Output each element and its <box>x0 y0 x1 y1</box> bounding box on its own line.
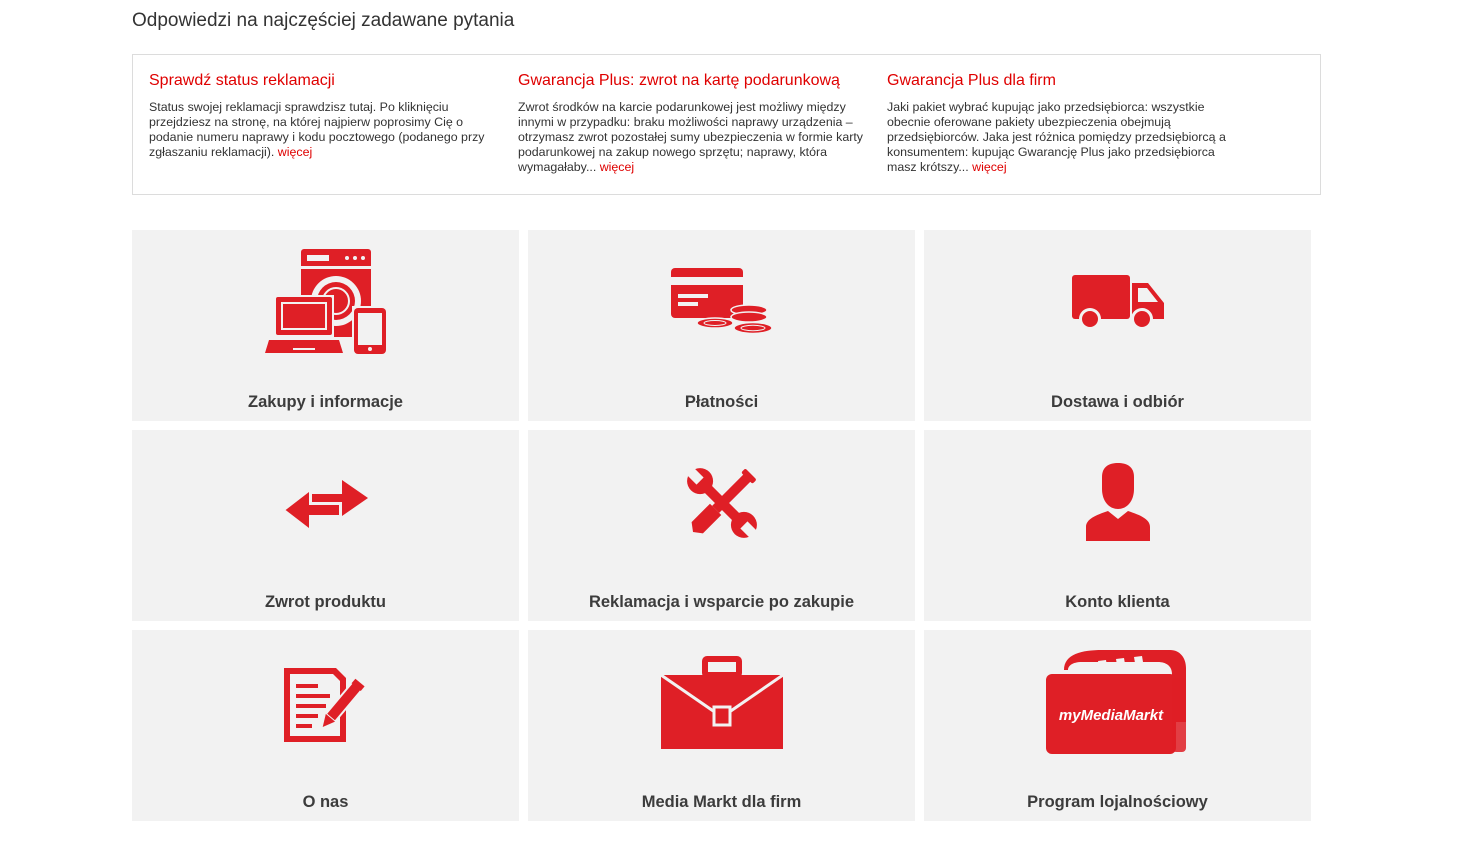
tile-label: Reklamacja i wsparcie po zakupie <box>588 593 855 611</box>
tile-label: Dostawa i odbiór <box>1051 393 1184 411</box>
user-icon <box>1082 463 1154 543</box>
faq-more-link-complaint-status[interactable]: więcej <box>277 145 313 159</box>
faq-more-link-business-warranty[interactable]: więcej <box>972 160 1007 174</box>
tile-complaints-support[interactable] <box>528 430 915 621</box>
tile-label: O nas <box>302 793 349 811</box>
briefcase-icon <box>659 655 785 751</box>
faq-title-complaint-status[interactable]: Sprawdź status reklamacji <box>149 72 335 89</box>
tile-label: Płatności <box>684 393 759 411</box>
tile-about-us[interactable] <box>132 630 519 821</box>
document-pencil-icon <box>280 662 372 744</box>
faq-more-link-gift-card-refund[interactable]: więcej <box>599 160 635 174</box>
faq-text-gift-card-refund: Zwrot środków na karcie podarunkowej jest możliwy między innymi w przypadku: braku możliwości naprawy urządzenia – otrzymasz zwrot pozostałej sumy ubezpieczenia w formie karty podarunkowej na zakup nowego sprzętu; naprawy, która wymagałaby... więcej <box>518 100 863 174</box>
faq-box <box>132 54 1321 195</box>
appliances-icon <box>263 249 389 357</box>
loyalty-card-icon <box>1042 648 1194 758</box>
tile-purchases-info[interactable] <box>132 230 519 421</box>
faq-item-complaint-status <box>149 72 494 160</box>
tile-label: Media Markt dla firm <box>641 793 802 811</box>
tools-icon <box>679 460 765 546</box>
page-title: Odpowiedzi na najczęściej zadawane pytania <box>132 10 515 31</box>
tile-loyalty-program[interactable] <box>924 630 1311 821</box>
tile-label: Zakupy i informacje <box>248 393 403 411</box>
tile-label: Program lojalnościowy <box>1027 793 1208 811</box>
delivery-truck-icon <box>1070 273 1166 333</box>
tile-label: Zwrot produktu <box>265 593 386 611</box>
tile-payments[interactable] <box>528 230 915 421</box>
exchange-arrows-icon <box>282 468 370 538</box>
loyalty-card-brand-text: myMediaMarkt <box>1058 706 1163 724</box>
faq-item-gift-card-refund <box>518 72 863 175</box>
tile-business[interactable] <box>528 630 915 821</box>
tile-product-return[interactable] <box>132 430 519 621</box>
faq-text-complaint-status: Status swojej reklamacji sprawdzisz tutaj. Po kliknięciu przejdziesz na stronę, na której najpierw poprosimy Cię o podanie numeru naprawy i kodu pocztowego (podanego przy zgłaszaniu reklamacji). więcej <box>149 100 485 159</box>
payment-card-icon <box>667 268 777 338</box>
tile-delivery[interactable] <box>924 230 1311 421</box>
tile-label: Konto klienta <box>1065 593 1170 611</box>
faq-title-business-warranty[interactable]: Gwarancja Plus dla firm <box>887 72 1056 89</box>
faq-title-gift-card-refund[interactable]: Gwarancja Plus: zwrot na kartę podarunkową <box>518 72 840 89</box>
faq-item-business-warranty <box>887 72 1232 175</box>
tile-customer-account[interactable] <box>924 430 1311 621</box>
faq-text-business-warranty: Jaki pakiet wybrać kupując jako przedsiębiorca: wszystkie obecnie oferowane pakiety ubezpieczenia obejmują przedsiębiorców. Jaka jest różnica pomiędzy przedsiębiorcą a konsumentem: kupując Gwarancję Plus jako przedsiębiorca masz krótszy... więcej <box>887 100 1226 174</box>
